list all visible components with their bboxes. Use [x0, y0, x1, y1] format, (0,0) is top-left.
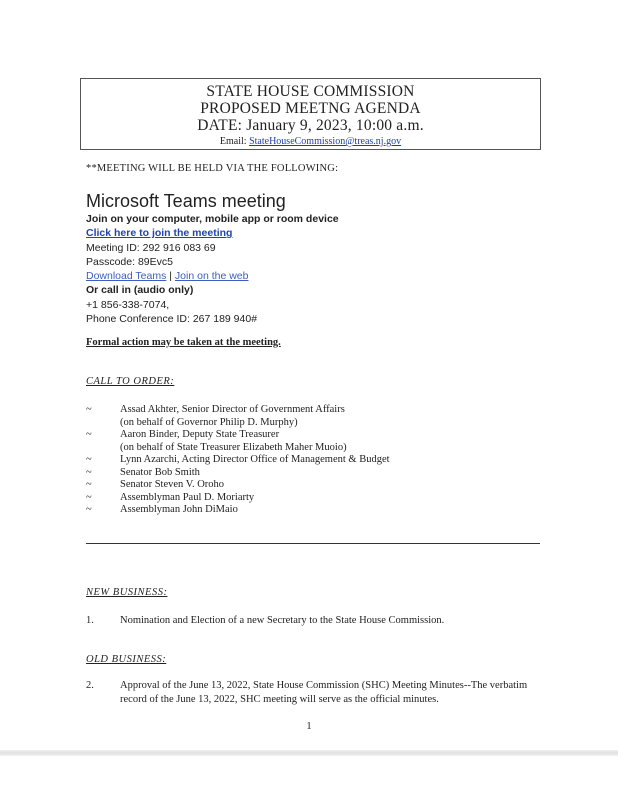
member-name: Assemblyman John DiMaio: [120, 504, 238, 515]
tilde-bullet: ~: [86, 454, 92, 465]
call-in-heading: Or call in (audio only): [86, 284, 194, 297]
member-name: Senator Steven V. Oroho: [120, 479, 225, 490]
member-list: [86, 404, 390, 517]
scan-edge: [0, 750, 618, 756]
member-item: [86, 404, 390, 429]
call-to-order-heading: CALL TO ORDER:: [86, 376, 175, 387]
link-separator: |: [166, 270, 175, 283]
agenda-title: PROPOSED MEETNG AGENDA: [200, 100, 421, 117]
member-item: [86, 467, 390, 480]
item-text: Approval of the June 13, 2022, State House Commission (SHC) Meeting Minutes--The verbatim record of the June 13, 2022, SHC meeting will serve as the official minutes.: [120, 680, 528, 705]
new-business-heading: NEW BUSINESS:: [86, 587, 168, 598]
meeting-id: Meeting ID: 292 916 083 69: [86, 241, 216, 254]
agenda-header-box: [80, 78, 541, 150]
member-name: Assemblyman Paul D. Moriarty: [120, 491, 255, 503]
via-notice: **MEETING WILL BE HELD VIA THE FOLLOWING:: [86, 163, 339, 174]
item-number: 2.: [86, 680, 94, 691]
member-name: Senator Bob Smith: [120, 466, 200, 478]
meeting-date: DATE: January 9, 2023, 10:00 a.m.: [197, 117, 424, 134]
member-behalf: (on behalf of State Treasurer Elizabeth Maher Muoio): [120, 441, 347, 453]
member-behalf: (on behalf of Governor Philip D. Murphy): [120, 416, 298, 428]
tilde-bullet: ~: [86, 491, 92, 503]
member-name: Aaron Binder, Deputy State Treasurer: [120, 429, 280, 440]
section-divider: [86, 543, 540, 544]
tilde-bullet: ~: [86, 479, 92, 490]
join-web-link[interactable]: Join on the web: [174, 270, 249, 283]
teams-title: Microsoft Teams meeting: [86, 191, 286, 211]
download-teams-link[interactable]: Download Teams: [86, 270, 167, 283]
tilde-bullet: ~: [86, 429, 92, 440]
download-row: [86, 269, 339, 283]
member-item: [86, 429, 390, 454]
commission-title: STATE HOUSE COMMISSION: [206, 83, 415, 100]
member-item: [86, 492, 390, 505]
old-business-heading: OLD BUSINESS:: [86, 654, 167, 665]
item-number: 1.: [86, 615, 94, 626]
member-name: Assad Akhter, Senior Director of Government Affairs: [120, 404, 345, 415]
tilde-bullet: ~: [86, 504, 92, 515]
email-link[interactable]: StateHouseCommission@treas.nj.gov: [249, 136, 402, 147]
tilde-bullet: ~: [86, 404, 92, 415]
email-line: [81, 135, 540, 148]
formal-action-notice: Formal action may be taken at the meeting.: [86, 337, 281, 348]
member-name: Lynn Azarchi, Acting Director Office of Management & Budget: [120, 454, 390, 465]
email-label: Email:: [219, 136, 250, 147]
passcode: Passcode: 89Evc5: [86, 255, 173, 268]
conference-id: Phone Conference ID: 267 189 940#: [86, 313, 258, 326]
tilde-bullet: ~: [86, 466, 92, 478]
member-item: [86, 454, 390, 467]
page-number: 1: [306, 721, 312, 732]
member-item: [86, 504, 390, 517]
member-item: [86, 479, 390, 492]
join-meeting-link[interactable]: Click here to join the meeting: [86, 227, 233, 240]
phone-number: +1 856-338-7074,: [86, 298, 170, 311]
join-heading: Join on your computer, mobile app or room device: [86, 213, 339, 225]
item-text: Nomination and Election of a new Secretary to the State House Commission.: [120, 615, 445, 626]
teams-meeting-block: [86, 190, 339, 326]
